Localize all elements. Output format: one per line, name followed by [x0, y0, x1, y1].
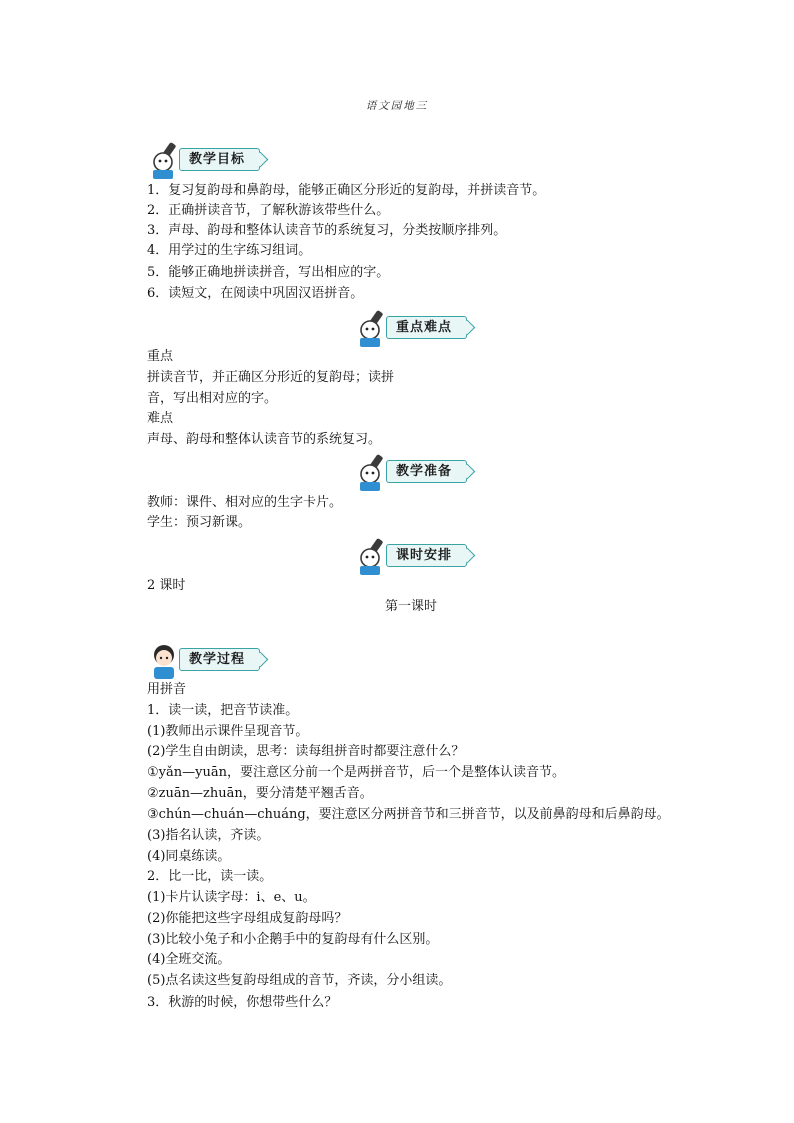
process-line-14: (5)点名读这些复韵母组成的音节，齐读，分小组读。 [147, 973, 452, 988]
process-line-1: 1．读一读，把音节读准。 [147, 703, 299, 718]
process-line-6: ③chún—chuán—chuáng，要注意区分两拼音节和三拼音节，以及前鼻韵母和后鼻韵母。 [147, 807, 670, 822]
session-title: 第一课时 [384, 599, 437, 614]
process-line-5: ②zuān—zhuān，要分清楚平翘舌音。 [147, 786, 373, 801]
objective-line-5: 5．能够正确地拼读拼音，写出相应的字。 [147, 265, 390, 280]
section-header-process [147, 640, 287, 680]
difficulty-line-1: 声母、韵母和整体认读音节的系统复习。 [147, 432, 382, 447]
objective-line-6: 6．读短文，在阅读中巩固汉语拼音。 [147, 286, 364, 301]
section-heading-preparation: 教学准备 [386, 460, 467, 483]
process-line-10: (1)卡片认读字母：i、e、u。 [147, 890, 316, 905]
process-line-8: (4)同桌练读。 [147, 849, 231, 864]
objective-line-1: 1．复习复韵母和鼻韵母，能够正确区分形近的复韵母，并拼读音节。 [147, 183, 546, 198]
process-line-3: (2)学生自由朗读，思考：读每组拼音时都要注意什么？ [147, 744, 465, 759]
process-line-9: 2．比一比，读一读。 [147, 869, 273, 884]
process-line-2: (1)教师出示课件呈现音节。 [147, 724, 309, 739]
process-line-11: (2)你能把这些字母组成复韵母吗？ [147, 911, 348, 926]
preparation-line-2: 学生：预习新课。 [147, 515, 252, 530]
schedule-line-1: 2 课时 [147, 578, 186, 593]
process-subheading: 用拼音 [147, 682, 187, 697]
section-header-key-points [354, 308, 494, 348]
key-points-label: 重点 [147, 349, 174, 364]
objective-line-4: 4．用学过的生字练习组词。 [147, 243, 312, 258]
objective-line-3: 3．声母、韵母和整体认读音节的系统复习，分类按顺序排列。 [147, 223, 507, 238]
page-title: 语文园地三 [365, 100, 429, 112]
section-heading-key-points: 重点难点 [386, 316, 467, 339]
section-heading-objectives: 教学目标 [179, 148, 260, 171]
key-points-line-2: 音，写出相对应的字。 [147, 391, 278, 406]
section-header-objectives [147, 140, 287, 180]
objective-line-2: 2．正确拼读音节，了解秋游该带些什么。 [147, 203, 390, 218]
preparation-line-1: 教师：课件、相对应的生字卡片。 [147, 495, 343, 510]
section-header-schedule [354, 536, 494, 576]
process-line-12: (3)比较小兔子和小企鹅手中的复韵母有什么区别。 [147, 932, 439, 947]
section-header-preparation [354, 452, 494, 492]
process-line-13: (4)全班交流。 [147, 952, 231, 967]
process-line-7: (3)指名认读，齐读。 [147, 828, 270, 843]
difficulty-label: 难点 [147, 411, 174, 426]
process-line-15: 3．秋游的时候，你想带些什么？ [147, 995, 338, 1010]
section-heading-schedule: 课时安排 [386, 544, 467, 567]
key-points-line-1: 拼读音节，并正确区分形近的复韵母；读拼 [147, 370, 395, 385]
section-heading-process: 教学过程 [179, 648, 260, 671]
process-line-4: ①yǎn—yuān，要注意区分前一个是两拼音节，后一个是整体认读音节。 [147, 765, 565, 780]
